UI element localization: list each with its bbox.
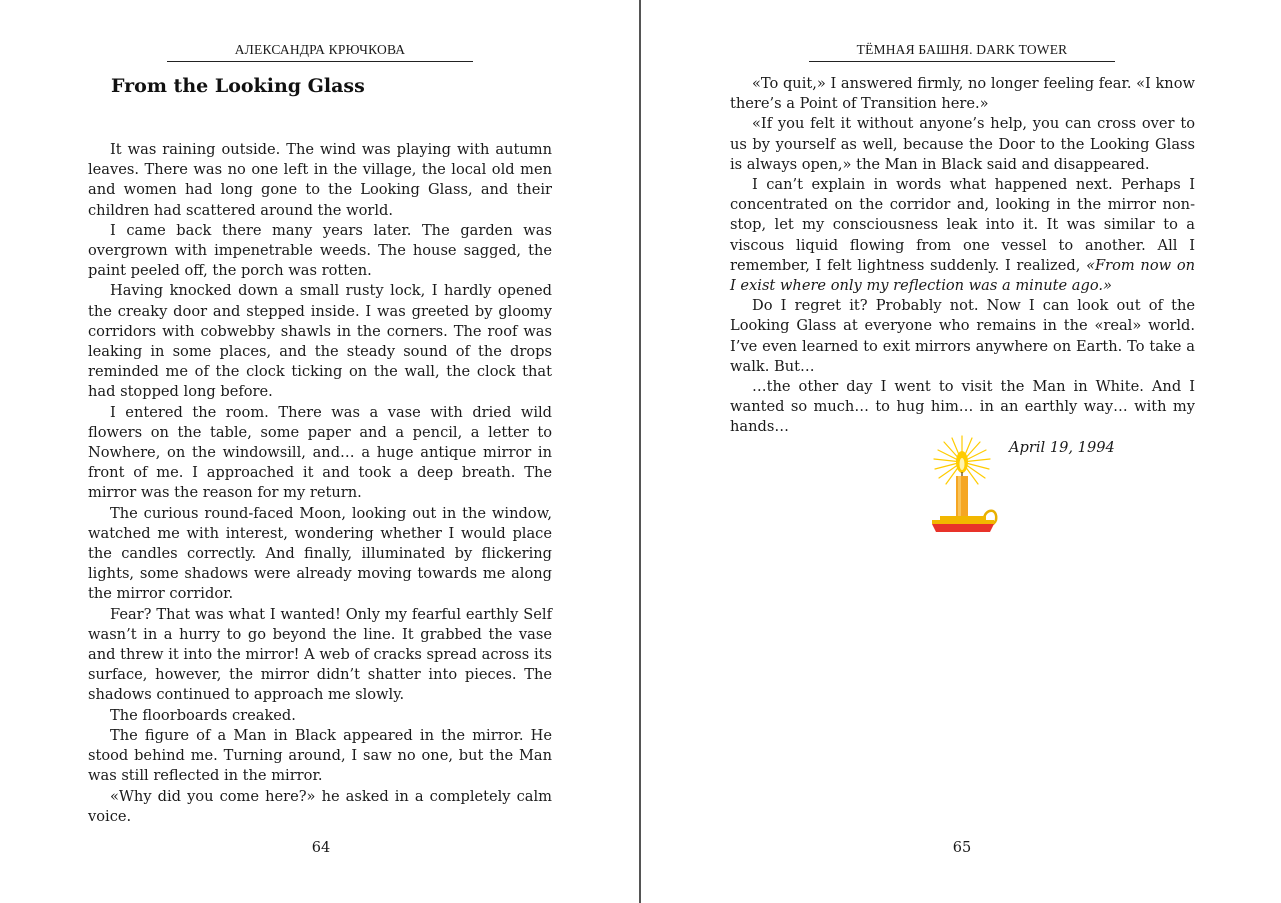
paragraph: «To quit,» I answered firmly, no longer feeling fear. «I know there’s a Point of Transition here.» (730, 75, 1195, 113)
paragraph: Do I regret it? Probably not. Now I can look out of the Looking Glass at everyone who remains in the «real» world. I’ve even learned to exit mirrors anywhere on Earth. To take a walk. But… (730, 297, 1195, 375)
page-number-left: 64 (311, 840, 331, 856)
paragraph (730, 175, 1195, 296)
chapter-title: From the Looking Glass (111, 75, 365, 97)
left-body-text (88, 140, 552, 827)
paragraph: I came back there many years later. The garden was overgrown with impenetrable weeds. The house sagged, the paint peeled off, the porch was rotten. (88, 221, 552, 280)
candle-icon (928, 434, 1000, 538)
right-page (641, 0, 1281, 903)
paragraph: The curious round-faced Moon, looking out in the window, watched me with interest, wondering whether I would place the candles correctly. And finally, illuminated by flickering lights, some shadows were already moving towards me along the mirror corridor. (88, 504, 552, 603)
paragraph: «If you felt it without anyone’s help, you can cross over to us by yourself as well, because the Door to the Looking Glass is always open,» the Man in Black said and disappeared. (730, 115, 1195, 173)
paragraph: The floorboards creaked. (110, 706, 296, 724)
running-head-book-title: ТЁМНАЯ БАШНЯ. DARK TOWER (809, 42, 1115, 62)
candlestick-base (932, 524, 994, 532)
page-number-right: 65 (952, 840, 972, 856)
italic-quote: «From now on I exist where only my reflection was a minute ago.» (730, 256, 1196, 295)
running-head-author: АЛЕКСАНДРА КРЮЧКОВА (167, 42, 473, 62)
paragraph: «Why did you come here?» he asked in a completely calm voice. (88, 787, 552, 825)
paragraph: The figure of a Man in Black appeared in the mirror. He stood behind me. Turning around, I saw no one, but the Man was still reflected in the mirror. (88, 726, 552, 785)
left-page (0, 0, 639, 903)
paragraph: It was raining outside. The wind was playing with autumn leaves. There was no one left in the village, the local old men and women had long gone to the Looking Glass, and their children had scattered around the world. (88, 141, 552, 219)
date: April 19, 1994 (1009, 438, 1115, 456)
right-body-text (730, 74, 1195, 458)
paragraph: Having knocked down a small rusty lock, I hardly opened the creaky door and stepped inside. I was greeted by gloomy corridors with cobwebby shawls in the corners. The roof was leaking in some places, and the steady sound of the drops reminded me of the clock ticking on the wall, the clock that had stopped long before. (88, 282, 552, 401)
paragraph: Fear? That was what I wanted! Only my fearful earthly Self wasn’t in a hurry to go beyond the line. It grabbed the vase and threw it into the mirror! A web of cracks spread across its surface, however, the mirror didn’t shatter into pieces. The shadows continued to approach me slowly. (88, 605, 552, 704)
paragraph: …the other day I went to visit the Man in White. And I wanted so much… to hug him… in an earthly way… with my hands… (730, 378, 1195, 436)
paragraph-text: I can’t explain in words what happened next. Perhaps I concentrated on the corridor and, looking in the mirror non-stop, let my consciousness leak into it. It was similar to a viscous liquid flowing from one vessel to another. All I remember, I felt lightness suddenly. I realized, (730, 176, 1195, 274)
candle-body (956, 476, 968, 516)
paragraph: I entered the room. There was a vase with dried wild flowers on the table, some paper and a pencil, a letter to Nowhere, on the windowsill, and… a huge antique mirror in front of me. I approached it and took a deep breath. The mirror was the reason for my return. (88, 403, 552, 502)
candlestick-top (940, 516, 986, 520)
